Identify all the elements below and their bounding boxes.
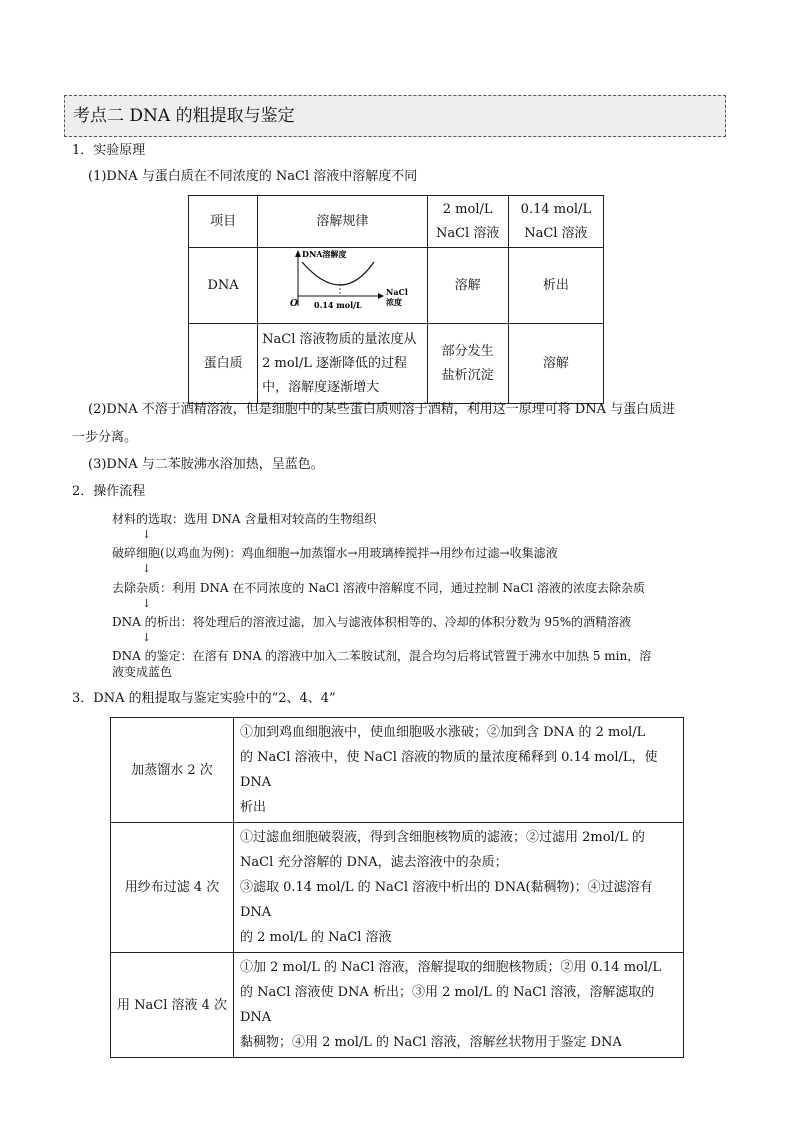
- row-protein-name: 蛋白质: [189, 324, 258, 404]
- description-line: ①加到鸡血细胞液中，使血细胞吸水涨破；②加到含 DNA 的 2 mol/L: [240, 725, 646, 740]
- header-2mol: [427, 196, 508, 248]
- row-protein-2mol: [427, 324, 508, 404]
- heading-244: 3．DNA 的粗提取与鉴定实验中的“2、4、4”: [72, 691, 336, 706]
- row-protein-014mol: 溶解: [508, 324, 603, 404]
- row-label: 用纱布过滤 4 次: [111, 823, 234, 953]
- description-line: NaCl 充分溶解的 DNA，滤去溶液中的杂质；: [240, 855, 508, 870]
- heading-principle: 1．实验原理: [72, 143, 146, 158]
- row-dna-2mol: 溶解: [427, 248, 508, 324]
- row-dna-014mol: 析出: [508, 248, 603, 324]
- header-014mol: [508, 196, 603, 248]
- flow-step-1: 材料的选取：选用 DNA 含量相对较高的生物组织: [112, 512, 377, 526]
- header-rule: 溶解规律: [258, 196, 427, 248]
- row-description: [234, 953, 684, 1058]
- solubility-table: [188, 195, 604, 404]
- graph-mark-label: 0.14 mol/L: [314, 300, 363, 310]
- header-2mol-line1: 2 mol/L: [442, 201, 493, 217]
- description-line: ③滤取 0.14 mol/L 的 NaCl 溶液中析出的 DNA(黏稠物)；④过滤溶有 DNA: [240, 880, 653, 920]
- table-row: [111, 953, 684, 1058]
- description-line: 的 NaCl 溶液中，使 NaCl 溶液的物质的量浓度稀释到 0.14 mol/L，使 DNA: [240, 750, 658, 790]
- principle-2-line2: 一步分离。: [72, 430, 138, 445]
- flow-arrow-icon: ↓: [142, 562, 152, 575]
- header-item: 项目: [189, 196, 258, 248]
- row-protein-2mol-line1: 部分发生: [441, 343, 494, 359]
- principle-1: (1)DNA 与蛋白质在不同浓度的 NaCl 溶液中溶解度不同: [88, 169, 418, 184]
- description-line: 的 2 mol/L 的 NaCl 溶液: [240, 930, 392, 945]
- header-014mol-line1: 0.14 mol/L: [520, 201, 592, 217]
- table-row: [111, 718, 684, 823]
- description-line: ①过滤血细胞破裂液，得到含细胞核物质的滤液；②过滤用 2mol/L 的: [240, 830, 645, 845]
- row-description: [234, 718, 684, 823]
- principle-2-line1: (2)DNA 不溶于酒精溶液，但是细胞中的某些蛋白质则溶于酒精，利用这一原理可将 DNA 与蛋白质进: [88, 402, 676, 417]
- dna-solubility-graph: [262, 248, 422, 314]
- flow-arrow-icon: ↓: [142, 631, 152, 644]
- graph-x-label-2: 浓度: [386, 297, 403, 307]
- row-protein-rule: NaCl 溶液物质的量浓度从 2 mol/L 逐渐降低的过程中，溶解度逐渐增大: [258, 324, 427, 404]
- principle-3: (3)DNA 与二苯胺沸水浴加热，呈蓝色。: [88, 457, 324, 472]
- flow-step-5-line1: DNA 的鉴定：在溶有 DNA 的溶液中加入二苯胺试剂，混合均匀后将试管置于沸水中加热 5 min，溶: [112, 649, 652, 663]
- row-protein-2mol-line2: 盐析沉淀: [441, 367, 494, 383]
- graph-origin: O: [290, 299, 299, 309]
- table-header-row: [189, 196, 604, 248]
- section-title: 考点二 DNA 的粗提取与鉴定: [64, 95, 726, 137]
- header-2mol-line2: NaCl 溶液: [435, 225, 500, 241]
- steps-244-table: [110, 717, 684, 1058]
- description-line: 的 NaCl 溶液使 DNA 析出；③用 2 mol/L 的 NaCl 溶液，溶解滤取的 DNA: [240, 985, 655, 1025]
- header-014mol-line2: NaCl 溶液: [524, 225, 588, 241]
- table-row-protein: [189, 324, 604, 404]
- row-label: 用 NaCl 溶液 4 次: [111, 953, 234, 1058]
- description-line: 析出: [240, 800, 267, 815]
- flow-step-3: 去除杂质：利用 DNA 在不同浓度的 NaCl 溶液中溶解度不同，通过控制 NaCl 溶液的浓度去除杂质: [112, 581, 646, 595]
- description-line: 黏稠物；④用 2 mol/L 的 NaCl 溶液，溶解丝状物用于鉴定 DNA: [240, 1035, 622, 1050]
- row-label: 加蒸馏水 2 次: [111, 718, 234, 823]
- heading-procedure: 2．操作流程: [72, 484, 146, 499]
- row-dna-name: DNA: [189, 248, 258, 324]
- graph-y-label: DNA溶解度: [302, 249, 347, 259]
- row-description: [234, 823, 684, 953]
- flow-step-2: 破碎细胞(以鸡血为例)：鸡血细胞→加蒸馏水→用玻璃棒搅拌→用纱布过滤→收集滤液: [112, 546, 558, 560]
- flow-step-5-line2: 液变成蓝色: [112, 665, 173, 679]
- description-line: ①加 2 mol/L 的 NaCl 溶液，溶解提取的细胞核物质；②用 0.14 mol/L: [240, 960, 662, 975]
- flow-arrow-icon: ↓: [142, 528, 152, 541]
- flow-arrow-icon: ↓: [142, 597, 152, 610]
- table-row: [111, 823, 684, 953]
- table-row-dna: [189, 248, 604, 324]
- dna-solubility-graph-cell: [258, 248, 427, 324]
- flow-step-4: DNA 的析出：将处理后的溶液过滤，加入与滤液体积相等的、冷却的体积分数为 95%的酒精溶液: [112, 615, 632, 629]
- graph-x-label-1: NaCl: [386, 287, 409, 297]
